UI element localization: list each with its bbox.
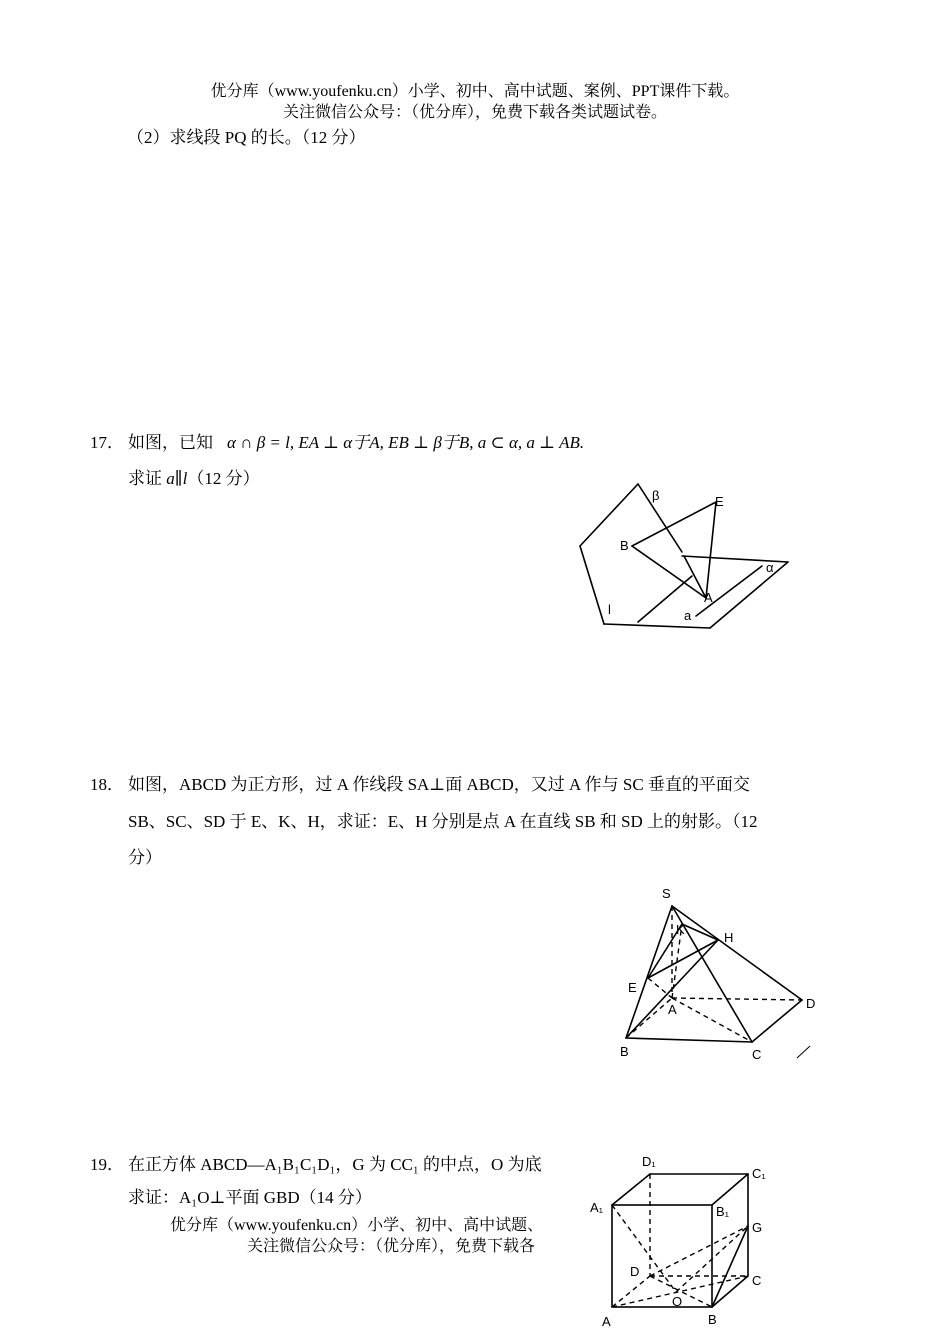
edge-SD (672, 906, 802, 1000)
segment-DG-hidden (650, 1226, 748, 1276)
q17-figure (572, 478, 802, 638)
q17-prove (128, 464, 260, 489)
q17-label-a: a (684, 608, 692, 623)
q17-prove-statement: a∥l (166, 469, 188, 488)
beta-plane-right-edge (638, 484, 682, 552)
q18-label-B: B (620, 1044, 629, 1059)
q19-label-A1: A₁ (590, 1200, 604, 1215)
footer-line-2: 关注微信公众号：（优分库），免费下载各 (247, 1238, 536, 1255)
edge-A1D1 (612, 1174, 650, 1205)
alpha-plane-right-edge (710, 562, 788, 628)
footer-line-1: 优分库（www.youfenku.cn）小学、初中、高中试题、 (170, 1217, 544, 1234)
beta-plane-top-edge (580, 484, 638, 546)
q19-label-D1: D₁ (642, 1154, 656, 1169)
segment-foot (684, 556, 706, 598)
q18-label-E: E (628, 980, 637, 995)
segment-EA-hidden (648, 978, 672, 998)
q17-label-l: l (608, 602, 611, 617)
q19-figure (588, 1150, 768, 1342)
q18-line-3: 分） (128, 848, 162, 867)
edge-B1C1 (712, 1174, 748, 1205)
q19-label-A: A (602, 1314, 611, 1329)
segment-BG (712, 1226, 748, 1307)
q18-label-D: D (806, 996, 816, 1011)
q19-label-B1: B₁ (716, 1204, 730, 1219)
edge-AD-hidden (672, 998, 802, 1000)
q19-label-C: C (752, 1273, 762, 1288)
q18-label-S: S (662, 886, 671, 901)
q18-label-H: H (724, 930, 734, 945)
cube-front-face (612, 1205, 712, 1307)
q18-line-2: SB、SC、SD 于 E、K、H，求证：E、H 分别是点 A 在直线 SB 和 SD 上的射影。（12 (128, 812, 758, 831)
segment-EA (706, 502, 716, 598)
line-l (580, 546, 604, 624)
q18-number: 18． (90, 775, 124, 794)
q17-score: （12 分） (187, 469, 260, 488)
q17-prove-prefix: 求证 (128, 469, 167, 488)
q18-label-C: C (752, 1047, 762, 1062)
q18-label-K: K (676, 922, 685, 937)
segment-AB (632, 546, 706, 598)
segment-A1O-hidden (612, 1205, 676, 1292)
q17-label-alpha: α (766, 560, 774, 575)
q19-label-D: D (630, 1264, 640, 1279)
q19-line-1: 在正方体 ABCD—A₁B₁C₁D₁，G 为 CC₁ 的中点，O 为底 (128, 1155, 542, 1174)
q18-label-A: A (668, 1002, 677, 1017)
edge-AC-hidden (672, 998, 752, 1042)
q17-label-A: A (704, 590, 713, 605)
q19-label-B: B (708, 1312, 717, 1327)
q19-label-O: O (672, 1294, 683, 1309)
header-line-1: 优分库（www.youfenku.cn）小学、初中、高中试题、案例、PPT课件下载。 (210, 83, 740, 100)
alpha-plane-front-edge (604, 624, 710, 628)
q17-label-beta: β (652, 488, 660, 503)
header-line-2: 关注微信公众号：（优分库），免费下载各类试题试卷。 (282, 104, 667, 121)
edge-BC (626, 1038, 752, 1042)
q17-intro: 如图，已知 (128, 433, 213, 452)
q19-label-G: G (752, 1220, 763, 1235)
q17-condition: α ∩ β = l, EA ⊥ α于A, EB ⊥ β于B, a ⊂ α, a ⊥ AB. (227, 433, 585, 452)
q18-line-1: 如图，ABCD 为正方形，过 A 作线段 SA⊥面 ABCD，又过 A 作与 SC 垂直的平面交 (128, 775, 750, 794)
q18-figure (612, 882, 832, 1067)
q16-part2: （2）求线段 PQ 的长。（12 分） (127, 128, 366, 147)
q19-line-2: 求证：A₁O⊥平面 GBD（14 分） (128, 1188, 372, 1207)
pencil-mark (797, 1046, 810, 1058)
q17-label-E: E (715, 494, 724, 509)
q19-label-C1: C₁ (752, 1166, 766, 1181)
edge-CD (752, 1000, 802, 1042)
q19-number: 19． (90, 1155, 124, 1174)
q17-label-B: B (620, 538, 629, 553)
q17-number: 17． (90, 433, 124, 452)
